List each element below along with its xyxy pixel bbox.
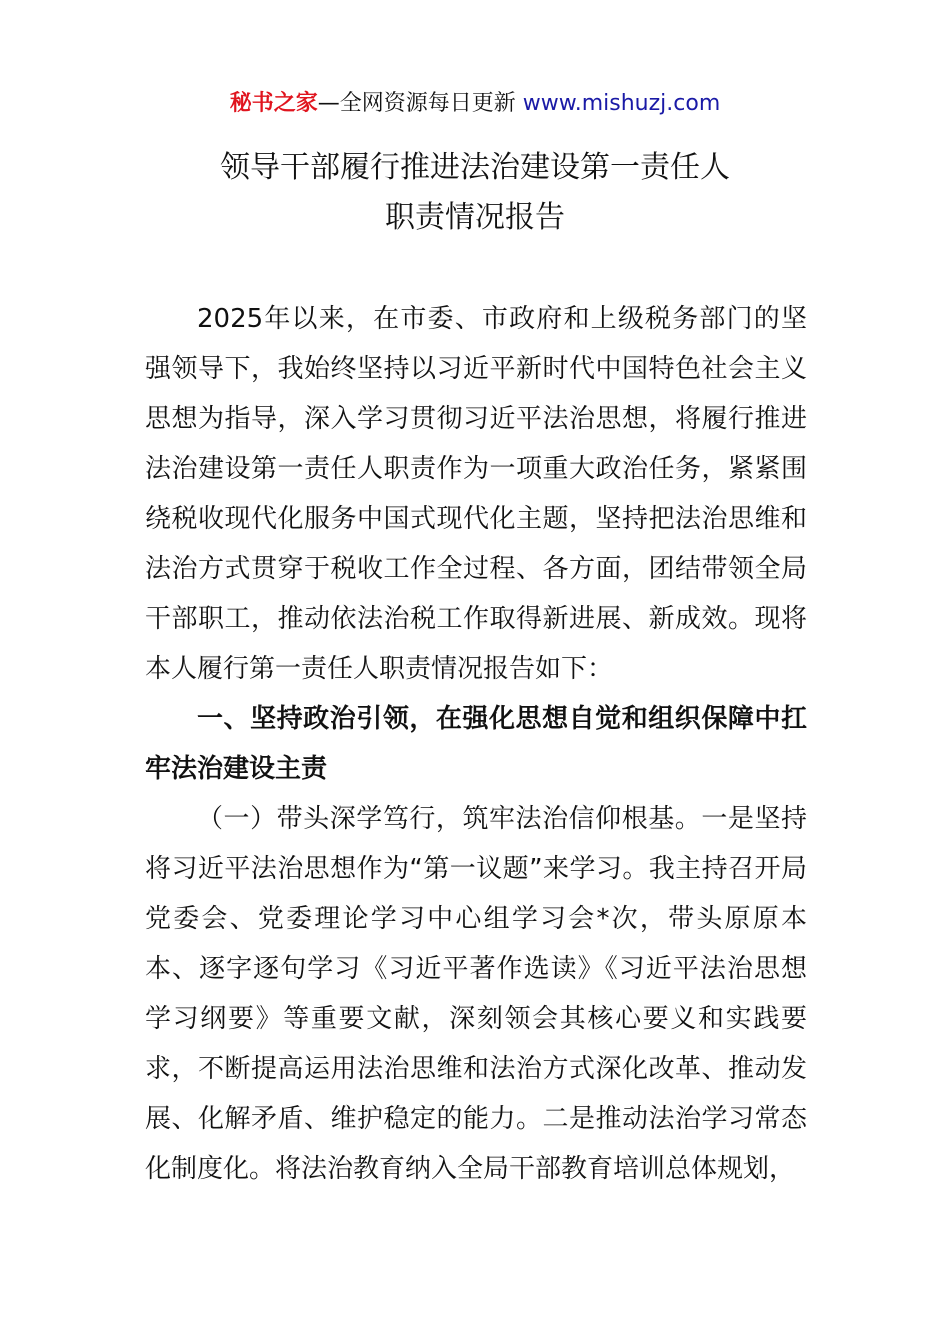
site-header (0, 88, 950, 120)
document-body (145, 294, 807, 1194)
document-title-line-1: 领导干部履行推进法治建设第一责任人 (220, 150, 730, 185)
subsection-paragraph-1: （一）带头深学笃行，筑牢法治信仰根基。一是坚持将习近平法治思想作为“第一议题”来学习。我主持召开局党委会、党委理论学习中心组学习会*次，带头原原本本、逐字逐句学习《习近平著作选读》《习近平法治思想学习纲要》等重要文献，深刻领会其核心要义和实践要求，不断提高运用法治思维和法治方式深化改革、推动发展、化解矛盾、维护稳定的能力。二是推动法治学习常态化制度化。将法治教育纳入全局干部教育培训总体规划， (145, 804, 807, 1184)
intro-paragraph: 2025年以来，在市委、市政府和上级税务部门的坚强领导下，我始终坚持以习近平新时代中国特色社会主义思想为指导，深入学习贯彻习近平法治思想，将履行推进法治建设第一责任人职责作为一项重大政治任务，紧紧围绕税收现代化服务中国式现代化主题，坚持把法治思维和法治方式贯穿于税收工作全过程、各方面，团结带领全局干部职工，推动依法治税工作取得新进展、新成效。现将本人履行第一责任人职责情况报告如下： (145, 304, 807, 684)
document-title-line-2: 职责情况报告 (385, 200, 565, 235)
brand-name: 秘书之家 (229, 91, 318, 116)
header-slogan: —全网资源每日更新 (317, 91, 516, 116)
site-url-link[interactable]: www.mishuzj.com (522, 91, 721, 116)
section-heading-1: 一、坚持政治引领，在强化思想自觉和组织保障中扛牢法治建设主责 (145, 704, 807, 784)
